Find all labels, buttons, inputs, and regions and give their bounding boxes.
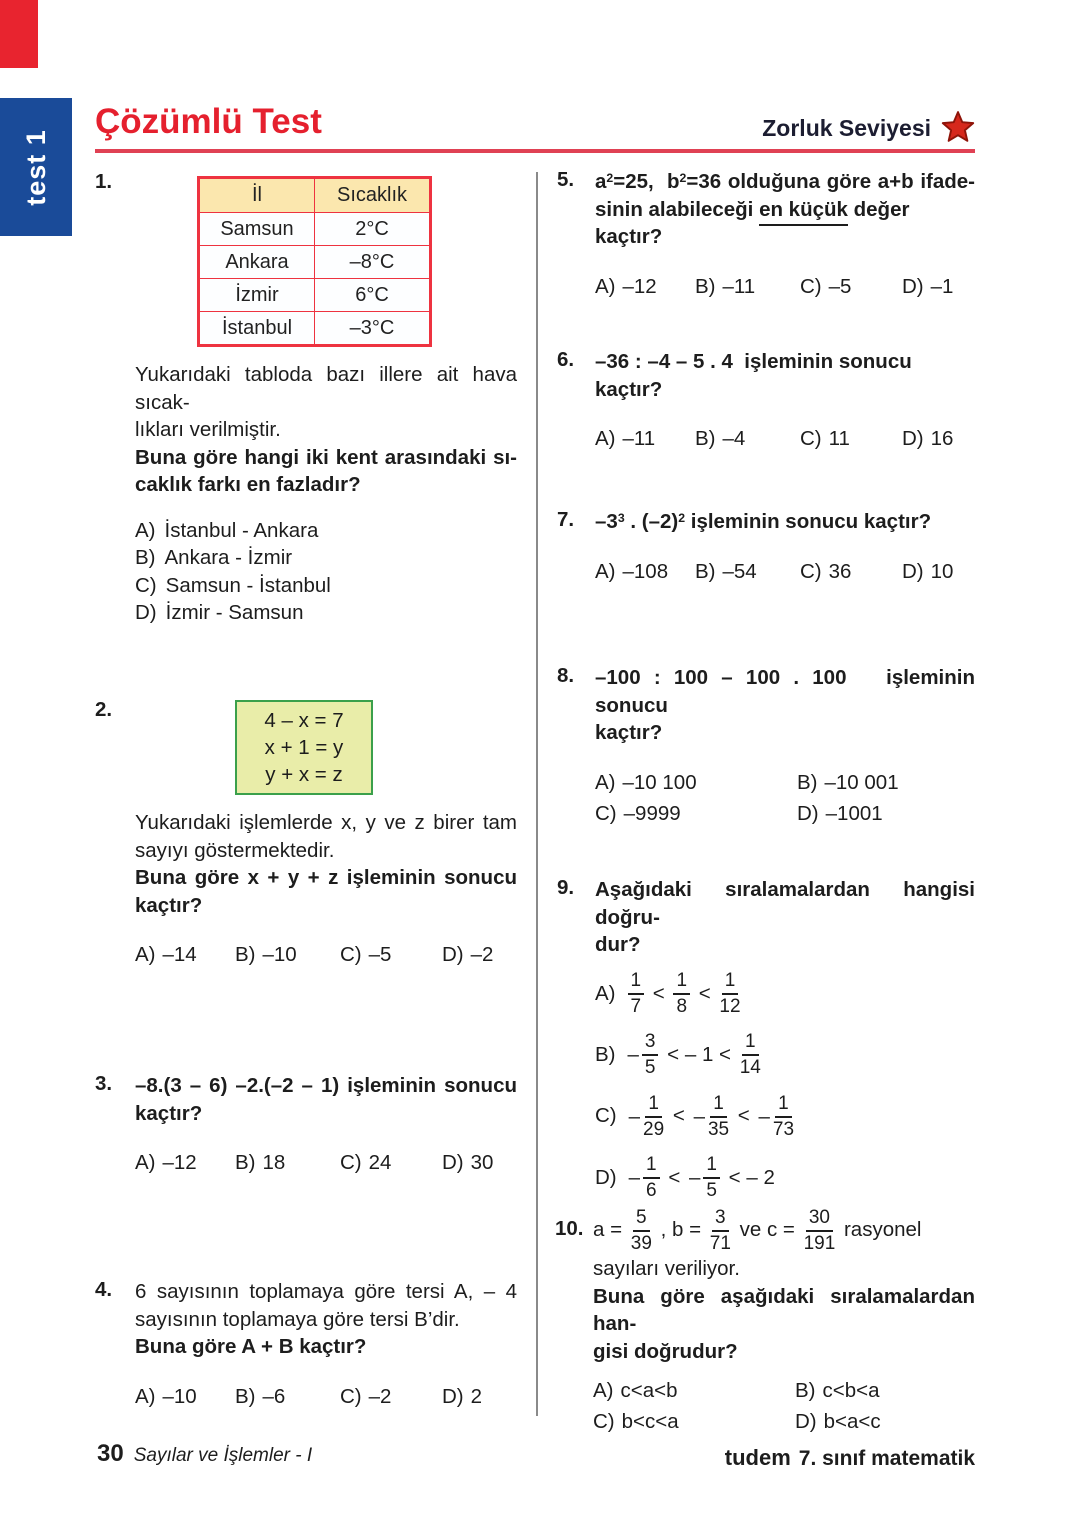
option-label: B) (595, 1042, 616, 1066)
fraction: 3 71 (709, 1206, 731, 1254)
answer-option-C (340, 943, 442, 967)
question-text: Yukarıdaki tabloda bazı illere ait hava sıcak- (135, 363, 517, 414)
question-prompt: –8.(3 – 6) –2.(–2 – 1) işleminin sonucu (135, 1074, 517, 1097)
answer-options (135, 1385, 517, 1409)
answer-option-C (800, 275, 902, 299)
question-number: 3. (95, 1072, 113, 1095)
question-5 (557, 168, 975, 299)
question-number: 7. (557, 508, 575, 531)
option-label: C) (595, 1104, 617, 1128)
question-prompt: gisi doğrudur? (593, 1339, 738, 1363)
equation: 4 – x = 7 (264, 709, 344, 732)
answer-option-A (595, 560, 695, 584)
answer-options (593, 1379, 975, 1434)
option-label: C) (800, 427, 822, 450)
answer-option-D (595, 1153, 975, 1204)
answer-option-D (442, 1151, 517, 1175)
answer-options (595, 771, 975, 826)
question-body (595, 348, 975, 451)
question-prompt: kaçtır? (135, 893, 203, 917)
question-number: 6. (557, 348, 575, 371)
answer-option-B (695, 427, 800, 451)
question-text: sayıları veriliyor. (593, 1257, 740, 1280)
option-label: A) (135, 518, 156, 542)
question-number: 8. (557, 664, 575, 687)
question-prompt: Buna göre aşağıdaki sıralamalardan han- (593, 1284, 975, 1335)
answer-options (595, 275, 975, 299)
option-value: –10 001 (824, 770, 899, 794)
option-label: A) (595, 559, 616, 583)
option-value: 36 (828, 559, 852, 583)
answer-option-C (595, 1091, 975, 1142)
question-text: sayısının toplamaya göre tersi B’dir. (135, 1307, 460, 1331)
option-label: C) (340, 1151, 362, 1174)
question-prompt: Aşağıdaki sıralamalardan hangisi doğru- (595, 878, 975, 929)
option-value: –2 (470, 943, 494, 966)
fraction: – 3 5 (628, 1030, 659, 1080)
option-value: – 1 6 < – 1 5 < – 2 (628, 1154, 775, 1202)
fraction: 1 12 (719, 970, 741, 1018)
option-value: 2 (470, 1384, 483, 1408)
option-label: B) (235, 1384, 256, 1408)
option-label: B) (795, 1379, 816, 1402)
answer-option-A (595, 771, 797, 795)
answer-option-C (340, 1385, 442, 1409)
option-label: D) (797, 801, 819, 825)
option-label: B) (695, 427, 716, 450)
table-row (199, 246, 431, 279)
answer-option-D (902, 275, 975, 299)
answer-option-C (340, 1151, 442, 1175)
answer-option-D (135, 599, 517, 627)
option-value: –108 (622, 559, 669, 583)
option-value: Ankara - İzmir (164, 546, 293, 569)
option-value: –12 (622, 274, 657, 298)
answer-option-D (442, 1385, 517, 1409)
footer-brand: tudem (724, 1445, 791, 1470)
answer-options (135, 943, 517, 967)
answer-option-B (795, 1379, 975, 1403)
answer-option-C (595, 802, 797, 826)
fraction: – 1 73 (758, 1092, 795, 1140)
question-prompt: kaçtır? (135, 1101, 203, 1125)
option-label: A) (135, 1384, 156, 1408)
option-value: 10 (930, 559, 954, 583)
star-icon (941, 111, 975, 145)
option-value: 18 (262, 1151, 286, 1174)
option-value: 1 7 < 1 8 < 1 12 (625, 969, 744, 1019)
table-header-cell: İl (199, 178, 315, 213)
question-number: 2. (95, 698, 113, 721)
option-label: A) (135, 943, 156, 966)
option-label: B) (695, 274, 716, 298)
option-label: B) (135, 546, 156, 569)
test-number-tab (0, 98, 72, 236)
difficulty-indicator (762, 111, 975, 145)
equation: y + x = z (265, 763, 343, 786)
answer-option-D (902, 427, 975, 451)
table-cell: İstanbul (199, 312, 315, 346)
option-label: A) (593, 1379, 614, 1402)
fraction: 1 7 (628, 971, 645, 1017)
answer-option-A (593, 1379, 795, 1403)
option-value: –54 (722, 559, 757, 583)
question-prompt: $a^2=25$, $b^2=36$ olduğuna göre a+b ifade- (595, 170, 975, 193)
temperature-table (197, 176, 432, 347)
question-number: 4. (95, 1278, 113, 1301)
table-row (199, 213, 431, 246)
option-value: 24 (368, 1151, 392, 1174)
question-number: 9. (557, 876, 575, 899)
answer-option-D (795, 1410, 975, 1434)
option-label: A) (595, 981, 616, 1005)
table-cell: 6°C (315, 279, 431, 312)
question-body (595, 168, 975, 299)
question-text: lıkları verilmiştir. (135, 418, 281, 441)
option-label: D) (902, 274, 924, 298)
fraction: – 1 6 (629, 1153, 660, 1203)
question-1 (95, 170, 517, 627)
equations-box (235, 700, 373, 795)
footer-section-title: Sayılar ve İşlemler - I (133, 1445, 313, 1466)
option-value: –10 (162, 1384, 197, 1408)
option-label: B) (695, 559, 716, 583)
answer-option-B (695, 275, 800, 299)
option-label: D) (595, 1165, 617, 1189)
question-2 (95, 698, 517, 967)
question-prompt: caklık farkı en fazladır? (135, 473, 361, 496)
table-header-row (199, 178, 431, 213)
option-value: –1001 (825, 801, 883, 825)
option-value: –5 (828, 274, 852, 298)
option-value: –4 (722, 427, 746, 450)
answer-options (595, 969, 975, 1204)
question-prompt: Buna göre hangi iki kent arasındaki sı- (135, 445, 517, 469)
question-number: 1. (95, 170, 113, 193)
question-prompt: dur? (595, 933, 641, 956)
option-label: C) (340, 943, 362, 966)
answer-option-C (593, 1410, 795, 1434)
answer-options (135, 517, 517, 627)
question-text: a = 5 39 , b = 3 71 ve c = 30 191 rasyonel (593, 1206, 922, 1254)
question-6 (557, 348, 975, 451)
option-label: D) (442, 943, 464, 966)
option-value: – 3 5 < – 1 < 1 14 (627, 1031, 761, 1079)
option-value: b<c<a (621, 1410, 679, 1433)
option-label: D) (795, 1410, 817, 1433)
option-label: C) (135, 573, 157, 597)
question-prompt: $-3^3$ . $(-2)^2$ işleminin sonucu kaçtır? (595, 510, 932, 533)
question-text: Yukarıdaki işlemlerde x, y ve z birer tam (135, 811, 517, 834)
option-value: Samsun - İstanbul (165, 573, 331, 597)
option-label: A) (135, 1151, 156, 1174)
title-rule (95, 149, 975, 153)
question-number: 5. (557, 168, 575, 191)
question-prompt: Buna göre x + y + z işleminin sonucu (135, 866, 517, 889)
table-cell: Samsun (199, 213, 315, 246)
fraction: 5 39 (630, 1206, 652, 1254)
table-cell: İzmir (199, 279, 315, 312)
answer-option-B (595, 1030, 975, 1081)
table-cell: –3°C (315, 312, 431, 346)
table-header-cell: Sıcaklık (315, 178, 431, 213)
option-value: b<a<c (823, 1410, 881, 1433)
fraction: – 1 5 (689, 1153, 720, 1203)
option-value: İstanbul - Ankara (164, 518, 319, 542)
question-text: sayıyı göstermektedir. (135, 838, 335, 862)
answer-option-B (235, 1385, 340, 1409)
option-label: C) (595, 801, 617, 825)
question-text: 6 sayısının toplamaya göre tersi A, – 4 (135, 1280, 517, 1303)
option-label: D) (902, 559, 924, 583)
question-prompt: –36 : –4 – 5 . 4 işleminin sonucu kaçtır? (595, 350, 912, 401)
table-row (199, 312, 431, 346)
answer-option-B (797, 771, 975, 795)
option-label: B) (235, 1151, 256, 1174)
answer-option-A (595, 427, 695, 451)
question-8 (557, 664, 975, 826)
answer-option-A (595, 275, 695, 299)
answer-option-B (235, 1151, 340, 1175)
answer-option-C (135, 572, 517, 600)
question-9 (557, 876, 975, 1214)
option-label: A) (595, 427, 616, 450)
option-label: C) (593, 1410, 615, 1433)
fraction: 1 8 (673, 971, 690, 1017)
answer-options (135, 1151, 517, 1175)
question-prompt: Buna göre A + B kaçtır? (135, 1335, 367, 1358)
answer-option-D (797, 802, 975, 826)
option-value: c<b<a (822, 1379, 880, 1402)
option-label: C) (800, 274, 822, 298)
option-value: –11 (622, 427, 656, 450)
option-label: B) (235, 943, 256, 966)
option-label: C) (340, 1384, 362, 1408)
question-number: 10. (555, 1217, 584, 1240)
question-prompt: –100 : 100 – 100 . 100 işleminin sonucu (595, 666, 975, 717)
option-value: c<a<b (620, 1379, 678, 1402)
table-row (199, 279, 431, 312)
option-value: –12 (162, 1151, 197, 1174)
question-4 (95, 1278, 517, 1409)
answer-options (595, 427, 975, 451)
option-value: –10 (262, 943, 297, 966)
option-value: 30 (470, 1151, 494, 1174)
question-3 (95, 1072, 517, 1175)
answer-options (595, 560, 975, 584)
option-value: –1 (930, 274, 954, 298)
option-value: –9999 (623, 801, 681, 825)
fraction: 1 14 (739, 1031, 761, 1079)
option-value: –14 (162, 943, 197, 966)
option-value: –11 (722, 274, 756, 298)
question-body (593, 1205, 975, 1434)
option-value: 16 (930, 427, 954, 450)
answer-option-C (800, 427, 902, 451)
question-body (135, 698, 517, 967)
test-tab-label: test 1 (20, 128, 51, 206)
footer-edition: 7. sınıf matematik (798, 1447, 975, 1470)
question-body (135, 1072, 517, 1175)
column-divider (536, 172, 538, 1416)
option-label: D) (442, 1384, 464, 1408)
answer-option-A (135, 1151, 235, 1175)
answer-option-A (135, 943, 235, 967)
footer-page-number: 30 (97, 1440, 124, 1467)
option-value: –5 (368, 943, 392, 966)
footer-left (97, 1440, 312, 1468)
option-label: D) (902, 427, 924, 450)
question-prompt: sinin alabileceği en küçük değer kaçtır? (595, 197, 910, 248)
option-value: –6 (262, 1384, 286, 1408)
answer-option-B (135, 544, 517, 572)
page-title: Çözümlü Test (95, 102, 322, 141)
fraction: – 1 35 (693, 1092, 730, 1140)
answer-option-D (442, 943, 517, 967)
footer-right (725, 1445, 975, 1471)
question-body (595, 508, 975, 584)
answer-option-A (135, 1385, 235, 1409)
option-value: –10 100 (622, 770, 697, 794)
question-body (135, 170, 517, 627)
option-value: – 1 29 < – 1 35 < – 1 73 (628, 1092, 795, 1140)
question-prompt: kaçtır? (595, 721, 663, 744)
answer-option-A (595, 969, 975, 1019)
question-body (595, 664, 975, 826)
table-cell: –8°C (315, 246, 431, 279)
equation: x + 1 = y (264, 736, 344, 759)
difficulty-label: Zorluk Seviyesi (762, 114, 931, 141)
fraction: – 1 29 (628, 1092, 665, 1140)
option-value: 11 (828, 427, 850, 450)
option-value: –2 (368, 1384, 392, 1408)
fraction: 30 191 (803, 1206, 836, 1254)
table-cell: Ankara (199, 246, 315, 279)
answer-option-B (235, 943, 340, 967)
question-body (595, 876, 975, 1214)
question-7 (557, 508, 975, 584)
corner-red-mark (0, 0, 38, 68)
option-label: B) (797, 770, 818, 794)
option-label: D) (135, 601, 157, 624)
option-label: A) (595, 770, 616, 794)
answer-option-B (695, 560, 800, 584)
answer-option-D (902, 560, 975, 584)
option-label: D) (442, 1151, 464, 1174)
question-10 (555, 1205, 975, 1434)
question-body (135, 1278, 517, 1409)
option-label: A) (595, 274, 616, 298)
option-label: C) (800, 559, 822, 583)
answer-option-A (135, 517, 517, 545)
option-value: İzmir - Samsun (165, 601, 304, 624)
answer-option-C (800, 560, 902, 584)
table-cell: 2°C (315, 213, 431, 246)
